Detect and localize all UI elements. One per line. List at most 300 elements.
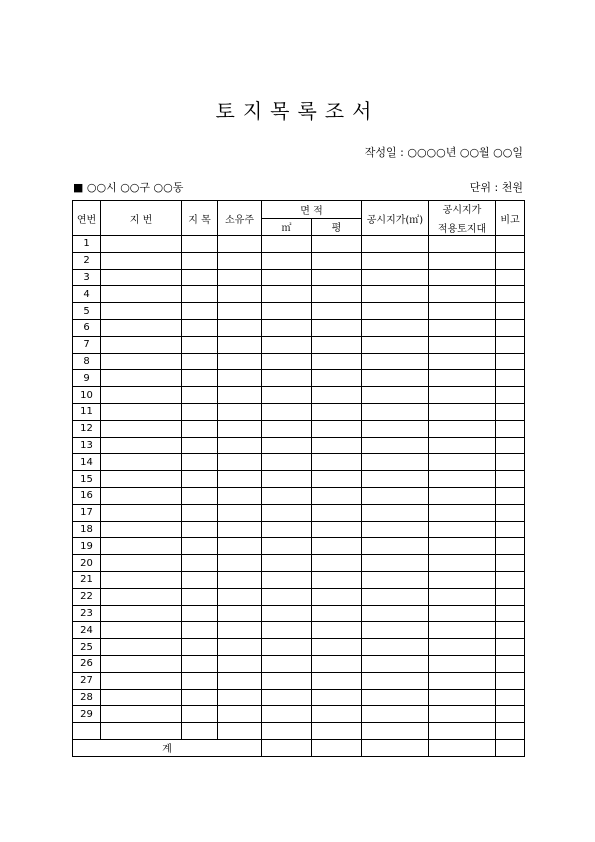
total-cell xyxy=(362,739,429,756)
table-cell xyxy=(362,571,429,588)
total-cell xyxy=(429,739,496,756)
table-cell xyxy=(182,723,218,740)
table-row xyxy=(73,387,525,404)
table-cell xyxy=(429,706,496,723)
table-cell xyxy=(496,454,525,471)
table-cell xyxy=(182,471,218,488)
table-cell xyxy=(429,538,496,555)
table-cell xyxy=(101,723,182,740)
table-cell xyxy=(262,353,312,370)
table-cell xyxy=(429,319,496,336)
table-cell xyxy=(362,336,429,353)
table-cell xyxy=(218,319,262,336)
table-row xyxy=(73,471,525,488)
row-number: 6 xyxy=(73,319,101,336)
table-cell xyxy=(262,521,312,538)
row-number: 25 xyxy=(73,639,101,656)
row-number: 24 xyxy=(73,622,101,639)
table-row xyxy=(73,487,525,504)
table-cell xyxy=(496,336,525,353)
header-applied-line1: 공시지가 xyxy=(442,205,482,216)
table-cell xyxy=(182,672,218,689)
table-cell xyxy=(262,454,312,471)
table-cell xyxy=(182,605,218,622)
table-cell xyxy=(182,319,218,336)
table-cell xyxy=(362,605,429,622)
header-note: 비고 xyxy=(496,201,525,236)
table-cell xyxy=(362,723,429,740)
table-cell xyxy=(362,252,429,269)
table-cell xyxy=(218,420,262,437)
unit-line: 단위 : 천원 xyxy=(469,181,523,194)
table-cell xyxy=(101,487,182,504)
table-cell xyxy=(429,420,496,437)
table-cell xyxy=(182,437,218,454)
table-cell xyxy=(218,370,262,387)
table-cell xyxy=(312,420,362,437)
table-cell xyxy=(262,504,312,521)
table-cell xyxy=(312,370,362,387)
table-row xyxy=(73,622,525,639)
table-row xyxy=(73,639,525,656)
table-cell xyxy=(429,370,496,387)
table-cell xyxy=(101,538,182,555)
table-cell xyxy=(496,471,525,488)
table-cell xyxy=(429,689,496,706)
table-cell xyxy=(496,403,525,420)
table-cell xyxy=(429,655,496,672)
table-cell xyxy=(182,622,218,639)
table-cell xyxy=(362,319,429,336)
table-cell xyxy=(101,555,182,572)
table-cell xyxy=(182,555,218,572)
table-cell xyxy=(262,672,312,689)
table-cell xyxy=(101,387,182,404)
table-cell xyxy=(362,403,429,420)
table-cell xyxy=(218,521,262,538)
table-row xyxy=(73,689,525,706)
table-cell xyxy=(312,286,362,303)
row-number: 14 xyxy=(73,454,101,471)
table-cell xyxy=(101,286,182,303)
table-cell xyxy=(262,588,312,605)
table-cell xyxy=(218,689,262,706)
header-area-pyeong: 평 xyxy=(312,218,362,236)
table-cell xyxy=(429,269,496,286)
table-cell xyxy=(429,639,496,656)
table-cell xyxy=(496,269,525,286)
table-cell xyxy=(262,571,312,588)
table-cell xyxy=(312,504,362,521)
table-cell xyxy=(312,319,362,336)
table-cell xyxy=(262,286,312,303)
table-cell xyxy=(218,403,262,420)
table-cell xyxy=(218,252,262,269)
table-cell xyxy=(218,504,262,521)
table-cell xyxy=(262,605,312,622)
table-cell xyxy=(496,588,525,605)
table-row xyxy=(73,655,525,672)
table-cell xyxy=(362,538,429,555)
table-row xyxy=(73,437,525,454)
table-cell xyxy=(101,252,182,269)
table-cell xyxy=(218,437,262,454)
table-row xyxy=(73,252,525,269)
table-cell xyxy=(362,487,429,504)
table-cell xyxy=(429,672,496,689)
table-row xyxy=(73,303,525,320)
table-cell xyxy=(429,555,496,572)
table-cell xyxy=(262,420,312,437)
table-cell xyxy=(262,336,312,353)
total-label: 계 xyxy=(73,739,262,756)
table-cell xyxy=(312,236,362,253)
row-number: 20 xyxy=(73,555,101,572)
table-cell xyxy=(262,252,312,269)
table-cell xyxy=(312,454,362,471)
table-cell xyxy=(496,689,525,706)
table-cell xyxy=(262,319,312,336)
table-cell xyxy=(262,370,312,387)
table-cell xyxy=(182,303,218,320)
table-cell xyxy=(429,571,496,588)
table-cell xyxy=(496,286,525,303)
header-area-m2: ㎡ xyxy=(262,218,312,236)
header-no: 연번 xyxy=(73,201,101,236)
table-cell xyxy=(182,370,218,387)
table-cell xyxy=(429,336,496,353)
table-cell xyxy=(312,622,362,639)
table-cell xyxy=(429,387,496,404)
table-cell xyxy=(182,269,218,286)
table-cell xyxy=(182,706,218,723)
table-cell xyxy=(182,538,218,555)
table-cell xyxy=(362,370,429,387)
table-cell xyxy=(429,303,496,320)
table-cell xyxy=(101,639,182,656)
row-number: 28 xyxy=(73,689,101,706)
table-cell xyxy=(429,588,496,605)
table-cell xyxy=(312,336,362,353)
table-cell xyxy=(362,689,429,706)
total-cell xyxy=(496,739,525,756)
table-cell xyxy=(182,353,218,370)
table-cell xyxy=(218,538,262,555)
table-cell xyxy=(312,303,362,320)
table-cell xyxy=(262,706,312,723)
table-cell xyxy=(429,286,496,303)
table-cell xyxy=(218,555,262,572)
table-cell xyxy=(101,706,182,723)
table-cell xyxy=(101,655,182,672)
table-cell xyxy=(496,622,525,639)
table-cell xyxy=(496,521,525,538)
table-cell xyxy=(182,521,218,538)
table-cell xyxy=(262,689,312,706)
table-cell xyxy=(312,706,362,723)
row-number: 17 xyxy=(73,504,101,521)
table-row xyxy=(73,286,525,303)
table-cell xyxy=(101,471,182,488)
table-row xyxy=(73,555,525,572)
table-cell xyxy=(101,588,182,605)
table-cell xyxy=(101,622,182,639)
table-cell xyxy=(312,269,362,286)
row-number: 3 xyxy=(73,269,101,286)
table-cell xyxy=(496,571,525,588)
row-number: 19 xyxy=(73,538,101,555)
table-cell xyxy=(182,571,218,588)
table-cell xyxy=(218,655,262,672)
table-row xyxy=(73,353,525,370)
table-cell xyxy=(496,706,525,723)
table-row xyxy=(73,370,525,387)
table-cell xyxy=(101,504,182,521)
table-cell xyxy=(496,487,525,504)
row-number: 15 xyxy=(73,471,101,488)
table-row xyxy=(73,538,525,555)
table-cell xyxy=(101,236,182,253)
table-cell xyxy=(218,622,262,639)
table-cell xyxy=(218,639,262,656)
table-cell xyxy=(429,605,496,622)
table-cell xyxy=(218,487,262,504)
table-row xyxy=(73,723,525,740)
table-cell xyxy=(262,639,312,656)
table-row xyxy=(73,269,525,286)
table-cell xyxy=(362,387,429,404)
table-row xyxy=(73,336,525,353)
row-number: 9 xyxy=(73,370,101,387)
table-cell xyxy=(312,403,362,420)
table-cell xyxy=(429,471,496,488)
table-cell xyxy=(312,521,362,538)
row-number: 11 xyxy=(73,403,101,420)
table-cell xyxy=(182,387,218,404)
table-cell xyxy=(101,605,182,622)
table-cell xyxy=(218,672,262,689)
land-list-table xyxy=(72,200,525,757)
header-category: 지 목 xyxy=(182,201,218,236)
table-row xyxy=(73,605,525,622)
table-row xyxy=(73,236,525,253)
table-cell xyxy=(101,672,182,689)
table-cell xyxy=(362,437,429,454)
table-cell xyxy=(496,555,525,572)
table-cell xyxy=(496,605,525,622)
row-number xyxy=(73,723,101,740)
table-cell xyxy=(429,252,496,269)
table-cell xyxy=(362,672,429,689)
table-cell xyxy=(101,454,182,471)
table-cell xyxy=(496,353,525,370)
table-cell xyxy=(101,437,182,454)
table-cell xyxy=(429,622,496,639)
table-cell xyxy=(429,723,496,740)
table-cell xyxy=(101,521,182,538)
table-cell xyxy=(262,723,312,740)
table-cell xyxy=(101,353,182,370)
table-cell xyxy=(218,336,262,353)
table-cell xyxy=(312,471,362,488)
row-number: 1 xyxy=(73,236,101,253)
row-number: 16 xyxy=(73,487,101,504)
table-cell xyxy=(312,605,362,622)
table-cell xyxy=(218,353,262,370)
table-cell xyxy=(101,370,182,387)
row-number: 29 xyxy=(73,706,101,723)
table-cell xyxy=(182,403,218,420)
table-cell xyxy=(182,689,218,706)
date-line: 작성일 : ○○○○년 ○○월 ○○일 xyxy=(364,146,523,159)
table-cell xyxy=(262,655,312,672)
table-row xyxy=(73,420,525,437)
table-cell xyxy=(362,454,429,471)
table-cell xyxy=(362,471,429,488)
table-cell xyxy=(496,319,525,336)
table-cell xyxy=(262,622,312,639)
table-cell xyxy=(312,723,362,740)
table-row xyxy=(73,706,525,723)
table-cell xyxy=(262,471,312,488)
table-cell xyxy=(101,571,182,588)
table-cell xyxy=(362,555,429,572)
table-cell xyxy=(496,504,525,521)
row-number: 4 xyxy=(73,286,101,303)
table-cell xyxy=(362,706,429,723)
table-cell xyxy=(362,236,429,253)
table-cell xyxy=(362,504,429,521)
table-cell xyxy=(101,303,182,320)
table-cell xyxy=(312,437,362,454)
header-applied xyxy=(429,201,496,236)
table-cell xyxy=(101,269,182,286)
table-cell xyxy=(312,353,362,370)
row-number: 21 xyxy=(73,571,101,588)
table-cell xyxy=(429,454,496,471)
table-cell xyxy=(362,303,429,320)
table-cell xyxy=(429,437,496,454)
table-cell xyxy=(101,689,182,706)
table-row xyxy=(73,571,525,588)
table-cell xyxy=(362,353,429,370)
document-title: 토지목록조서 xyxy=(215,99,380,123)
table-cell xyxy=(496,387,525,404)
table-cell xyxy=(496,437,525,454)
table-cell xyxy=(362,588,429,605)
table-cell xyxy=(496,672,525,689)
table-cell xyxy=(262,387,312,404)
table-cell xyxy=(496,420,525,437)
table-cell xyxy=(312,538,362,555)
table-cell xyxy=(182,655,218,672)
table-cell xyxy=(101,319,182,336)
table-cell xyxy=(362,639,429,656)
row-number: 26 xyxy=(73,655,101,672)
table-cell xyxy=(312,655,362,672)
total-cell xyxy=(262,739,312,756)
row-number: 10 xyxy=(73,387,101,404)
table-row xyxy=(73,672,525,689)
header-area: 면 적 xyxy=(262,201,362,219)
table-cell xyxy=(496,236,525,253)
table-cell xyxy=(182,252,218,269)
table-cell xyxy=(218,236,262,253)
table-cell xyxy=(429,236,496,253)
header-owner: 소유주 xyxy=(218,201,262,236)
table-cell xyxy=(496,252,525,269)
table-cell xyxy=(218,471,262,488)
table-cell xyxy=(312,689,362,706)
table-cell xyxy=(182,236,218,253)
header-applied-line2: 적용토지대 xyxy=(437,224,487,235)
header-price: 공시지가(㎡) xyxy=(362,201,429,236)
row-number: 27 xyxy=(73,672,101,689)
table-row xyxy=(73,521,525,538)
table-cell xyxy=(496,538,525,555)
table-cell xyxy=(362,622,429,639)
table-row xyxy=(73,588,525,605)
total-cell xyxy=(312,739,362,756)
table-cell xyxy=(496,723,525,740)
table-cell xyxy=(262,236,312,253)
table-cell xyxy=(262,538,312,555)
table-cell xyxy=(362,655,429,672)
row-number: 5 xyxy=(73,303,101,320)
table-cell xyxy=(312,252,362,269)
table-cell xyxy=(218,706,262,723)
table-cell xyxy=(429,353,496,370)
table-cell xyxy=(312,571,362,588)
table-cell xyxy=(182,420,218,437)
table-cell xyxy=(362,286,429,303)
table-cell xyxy=(182,454,218,471)
table-cell xyxy=(362,521,429,538)
table-cell xyxy=(218,387,262,404)
table-cell xyxy=(496,639,525,656)
header-lot: 지 번 xyxy=(101,201,182,236)
table-cell xyxy=(312,555,362,572)
table-cell xyxy=(182,588,218,605)
table-cell xyxy=(496,370,525,387)
table-cell xyxy=(218,286,262,303)
row-number: 13 xyxy=(73,437,101,454)
table-cell xyxy=(262,269,312,286)
table-cell xyxy=(312,588,362,605)
table-cell xyxy=(496,655,525,672)
table-cell xyxy=(218,605,262,622)
table-cell xyxy=(218,269,262,286)
table-row xyxy=(73,454,525,471)
location-line: ■ ○○시 ○○구 ○○동 xyxy=(73,181,184,194)
row-number: 23 xyxy=(73,605,101,622)
table-cell xyxy=(101,336,182,353)
table-cell xyxy=(262,303,312,320)
table-cell xyxy=(262,555,312,572)
table-cell xyxy=(312,672,362,689)
row-number: 18 xyxy=(73,521,101,538)
table-cell xyxy=(218,571,262,588)
table-cell xyxy=(496,303,525,320)
table-cell xyxy=(312,639,362,656)
table-row xyxy=(73,504,525,521)
table-cell xyxy=(182,487,218,504)
row-number: 7 xyxy=(73,336,101,353)
table-cell xyxy=(429,487,496,504)
table-cell xyxy=(429,403,496,420)
table-row xyxy=(73,403,525,420)
table-cell xyxy=(429,504,496,521)
